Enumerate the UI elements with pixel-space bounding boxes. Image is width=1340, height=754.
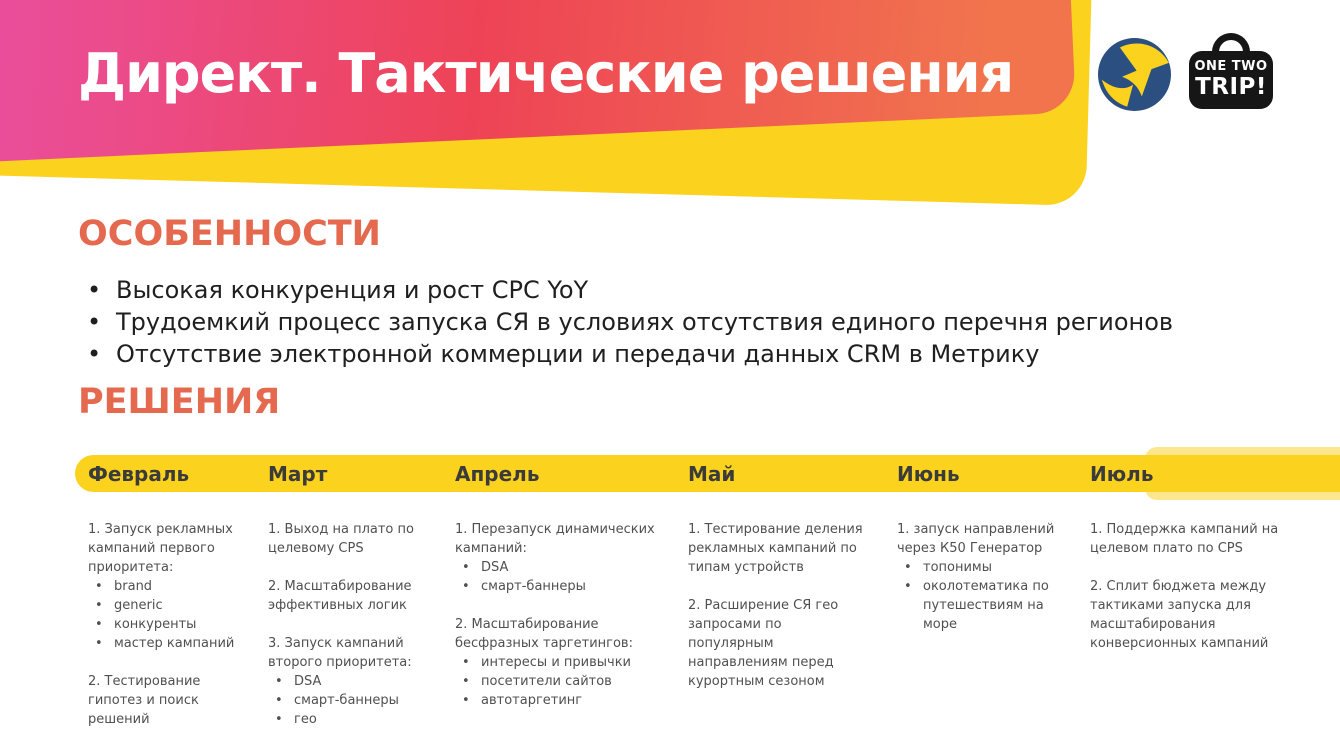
column-block: [268, 634, 428, 729]
column-block: [688, 596, 870, 691]
column-block: [1090, 577, 1284, 653]
bullet-item: • топонимы: [897, 558, 1063, 577]
column-block: [268, 520, 428, 558]
column-block: [88, 520, 241, 653]
bullet-item: • мастер кампаний: [88, 634, 241, 653]
column-block: [1090, 520, 1284, 558]
block-text: 1. Перезапуск динамических кампаний:: [455, 522, 655, 556]
month-header: Февраль: [88, 461, 190, 486]
block-text: 1. Тестирование деления рекламных кампаний по типам устройств: [688, 522, 863, 575]
bullet-item: • brand: [88, 577, 241, 596]
block-text: 2. Расширение СЯ гео запросами по популярным направлениям перед курортным сезоном: [688, 598, 839, 689]
feature-item: • Высокая конкуренция и рост CPC YoY: [78, 274, 1173, 306]
suitcase-body-icon: [1189, 51, 1273, 109]
timeline-column: [1077, 455, 1340, 748]
block-text: 1. Выход на плато по целевому CPS: [268, 522, 414, 556]
column-cells: [1077, 492, 1340, 653]
solutions-heading: РЕШЕНИЯ: [78, 382, 281, 422]
column-cells: [675, 492, 884, 691]
bullet-item: • DSA: [455, 558, 661, 577]
bullet-item: • гео: [268, 710, 428, 729]
month-header: Июль: [1090, 461, 1154, 486]
column-block: [455, 520, 661, 596]
features-list: [78, 274, 1173, 370]
bullet-item: • автотаргетинг: [455, 691, 661, 710]
block-text: 1. запуск направлений через К50 Генератор: [897, 522, 1055, 556]
bullet-item: • конкуренты: [88, 615, 241, 634]
column-cells: [75, 492, 255, 729]
brand-line1: ONE TWO: [1194, 59, 1268, 74]
timeline-column: [255, 455, 442, 748]
onetwotrip-logo: [1189, 33, 1273, 109]
bullet-item: • смарт-баннеры: [268, 691, 428, 710]
month-header: Март: [268, 461, 328, 486]
block-text: 2. Сплит бюджета между тактиками запуска для масштабирования конверсионных кампаний: [1090, 579, 1269, 651]
column-cells: [255, 492, 442, 729]
block-bullets: [88, 577, 241, 653]
brand-line2: TRIP!: [1195, 73, 1267, 100]
block-text: 2. Масштабирование эффективных логик: [268, 579, 412, 613]
timeline-column: [675, 455, 884, 748]
bullet-item: • околотематика по путешествиям на море: [897, 577, 1063, 634]
block-text: 1. Поддержка кампаний на целевом плато по CPS: [1090, 522, 1279, 556]
feature-item: • Отсутствие электронной коммерции и передачи данных CRM в Метрику: [78, 338, 1173, 370]
bullet-item: • generic: [88, 596, 241, 615]
column-block: [88, 672, 241, 729]
block-bullets: [455, 558, 661, 596]
block-text: 2. Масштабирование бесфразных таргетингов:: [455, 617, 633, 651]
bullet-item: • смарт-баннеры: [455, 577, 661, 596]
block-bullets: [455, 653, 661, 710]
bullet-item: • DSA: [268, 672, 428, 691]
column-block: [897, 520, 1063, 634]
timeline-column: [75, 455, 255, 748]
column-block: [688, 520, 870, 577]
block-text: 3. Запуск кампаний второго приоритета:: [268, 636, 412, 670]
block-bullets: [268, 672, 428, 729]
column-block: [455, 615, 661, 710]
features-heading: ОСОБЕННОСТИ: [78, 214, 381, 254]
block-text: 2. Тестирование гипотез и поиск решений: [88, 674, 201, 727]
timeline-column: [884, 455, 1077, 748]
month-header: Апрель: [455, 461, 540, 486]
block-bullets: [897, 558, 1063, 634]
block-text: 1. Запуск рекламных кампаний первого приоритета:: [88, 522, 233, 575]
bullet-item: • посетители сайтов: [455, 672, 661, 691]
column-block: [268, 577, 428, 615]
month-header: Июнь: [897, 461, 960, 486]
page-title: Директ. Тактические решения: [78, 42, 1014, 105]
column-cells: [884, 492, 1077, 634]
bullet-item: • интересы и привычки: [455, 653, 661, 672]
feature-item: • Трудоемкий процесс запуска СЯ в условиях отсутствия единого перечня регионов: [78, 306, 1173, 338]
timeline-grid: [75, 455, 1340, 748]
arrow-circle-logo-icon: [1098, 38, 1171, 111]
column-cells: [442, 492, 675, 710]
timeline-column: [442, 455, 675, 748]
month-header: Май: [688, 461, 736, 486]
